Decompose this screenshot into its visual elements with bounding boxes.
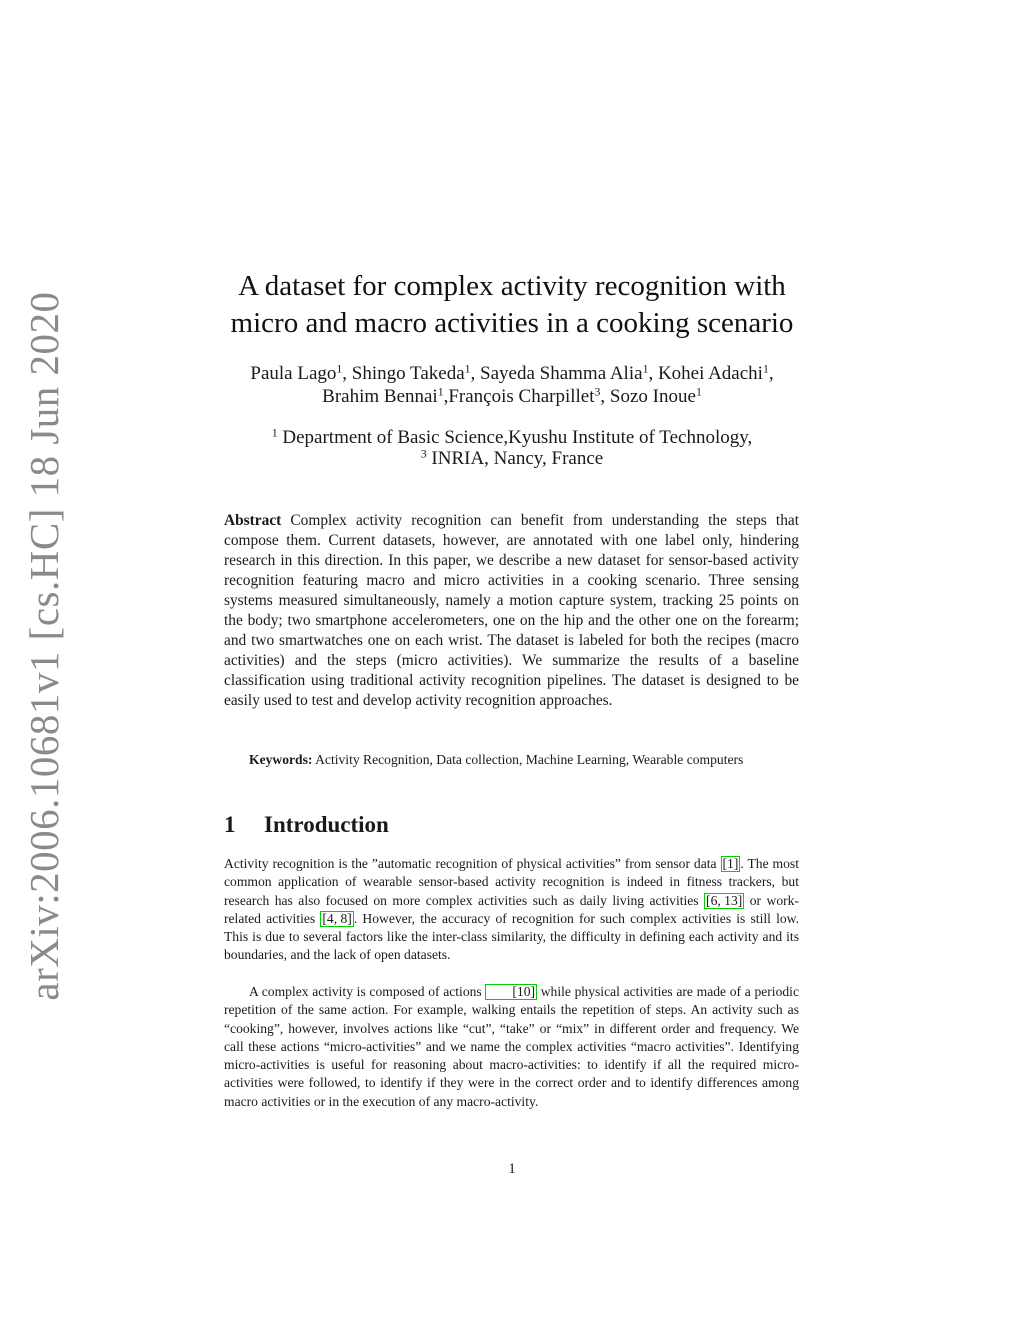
intro-paragraph-2 [224, 983, 799, 1111]
paragraph-text: A complex activity is composed of actions [249, 984, 486, 999]
abstract-label: Abstract [224, 512, 282, 529]
author-name: Kohei Adachi [657, 363, 763, 384]
author-list [200, 362, 824, 408]
author-name: Sayeda Shamma Alia [480, 363, 643, 384]
author-affiliation-mark: 1 [762, 362, 769, 376]
author-affiliation-mark: 3 [594, 385, 601, 399]
author-separator: , [342, 363, 352, 384]
author-affiliation-mark: 1 [695, 385, 702, 399]
author-separator: , [648, 363, 658, 384]
affiliation-3 [200, 448, 824, 469]
author-name: François Charpillet [448, 386, 595, 407]
keywords-label: Keywords: [249, 752, 313, 767]
affiliation-mark: 1 [271, 426, 278, 440]
author-separator: , [600, 386, 610, 407]
affiliation-text: INRIA, Nancy, France [431, 448, 604, 469]
page-number: 1 [508, 1161, 516, 1177]
title-line-1: A dataset for complex activity recognition with [238, 270, 786, 302]
citation-link[interactable]: [1] [722, 856, 739, 871]
paragraph-text: Activity recognition is the ”automatic recognition of physical activities” from sensor data [224, 856, 721, 871]
abstract [224, 511, 799, 711]
citation-link[interactable]: [6, 13] [706, 892, 743, 908]
title-line-2: micro and macro activities in a cooking scenario [230, 307, 794, 339]
author-name: Paula Lago [250, 363, 337, 384]
author-separator: , [443, 386, 449, 407]
intro-paragraph-1 [224, 855, 799, 965]
author-name: Brahim Bennai [322, 386, 438, 407]
author-line-2 [200, 385, 824, 408]
author-separator: , [470, 363, 481, 384]
citation-link[interactable]: [4, 8] [322, 910, 352, 926]
affiliation-text: Department of Basic Science,Kyushu Institute of Technology, [282, 427, 753, 448]
author-name: Shingo Takeda [351, 363, 465, 384]
paper-title [200, 268, 824, 342]
author-affiliation-mark: 1 [437, 385, 444, 399]
affiliation-1 [200, 427, 824, 448]
author-line-1 [200, 362, 824, 385]
affiliations [200, 427, 824, 469]
section-number: 1 [224, 812, 236, 837]
author-name: Sozo Inoue [609, 386, 696, 407]
keywords [224, 751, 799, 769]
author-affiliation-mark: 1 [464, 362, 471, 376]
keywords-text: Activity Recognition, Data collection, Machine Learning, Wearable computers [315, 752, 744, 767]
abstract-text: Complex activity recognition can benefit from understanding the steps that compose them. Current datasets, however, are annotated with one label only, hindering research in this direction. In this paper, we describe a new dataset for sensor-based activity recognition featuring macro and micro activities in a cooking scenario. Three sensing systems measured simultaneously, namely a motion capture system, tracking 25 points on the body; two smartphone accelerometers, one on the hip and the other one on the forearm; and two smartwatches one on each wrist. The dataset is labeled for both the recipes (macro activities) and the steps (micro activities). We summarize the results of a baseline classification using traditional activity recognition pipelines. The dataset is designed to be easily used to test and develop activity recognition approaches. [224, 512, 799, 709]
arxiv-identifier: arXiv:2006.10681v1 [cs.HC] 18 Jun 2020 [21, 291, 67, 1001]
section-title: Introduction [264, 812, 389, 837]
paragraph-text: . However, the accuracy of recognition for such complex activities is still low. This is due to several factors like the inter-class similarity, the difficulty in defining each activity and its boundaries, and the lack of open datasets. [224, 910, 799, 963]
affiliation-mark: 3 [420, 447, 427, 461]
paragraph-text: . The most common application of wearable sensor-based activity recognition is indeed in fitness trackers, but research has also focused on more complex activities such as daily living activities [224, 856, 799, 908]
author-affiliation-mark: 1 [336, 362, 343, 376]
paragraph-text: or work-related activities [224, 892, 799, 926]
paragraph-text: while physical activities are made of a periodic repetition of the same action. For example, walking entails the repetition of steps. An activity such as “cooking”, however, involves actions like “cut”, “take” or “mix” in different order and frequency. We call these actions “micro-activities” and we name the complex activities “macro activities”. Identifying micro-activities is useful for reasoning about macro-activities: to identify if all the required micro-activities were followed, to identify if they were in the correct order and to identify differences among macro activities or in the execution of any macro-activity. [224, 984, 799, 1109]
citation-link[interactable]: [10] [485, 984, 537, 1000]
author-separator: , [768, 363, 774, 384]
author-affiliation-mark: 1 [642, 362, 649, 376]
section-heading [224, 812, 389, 838]
